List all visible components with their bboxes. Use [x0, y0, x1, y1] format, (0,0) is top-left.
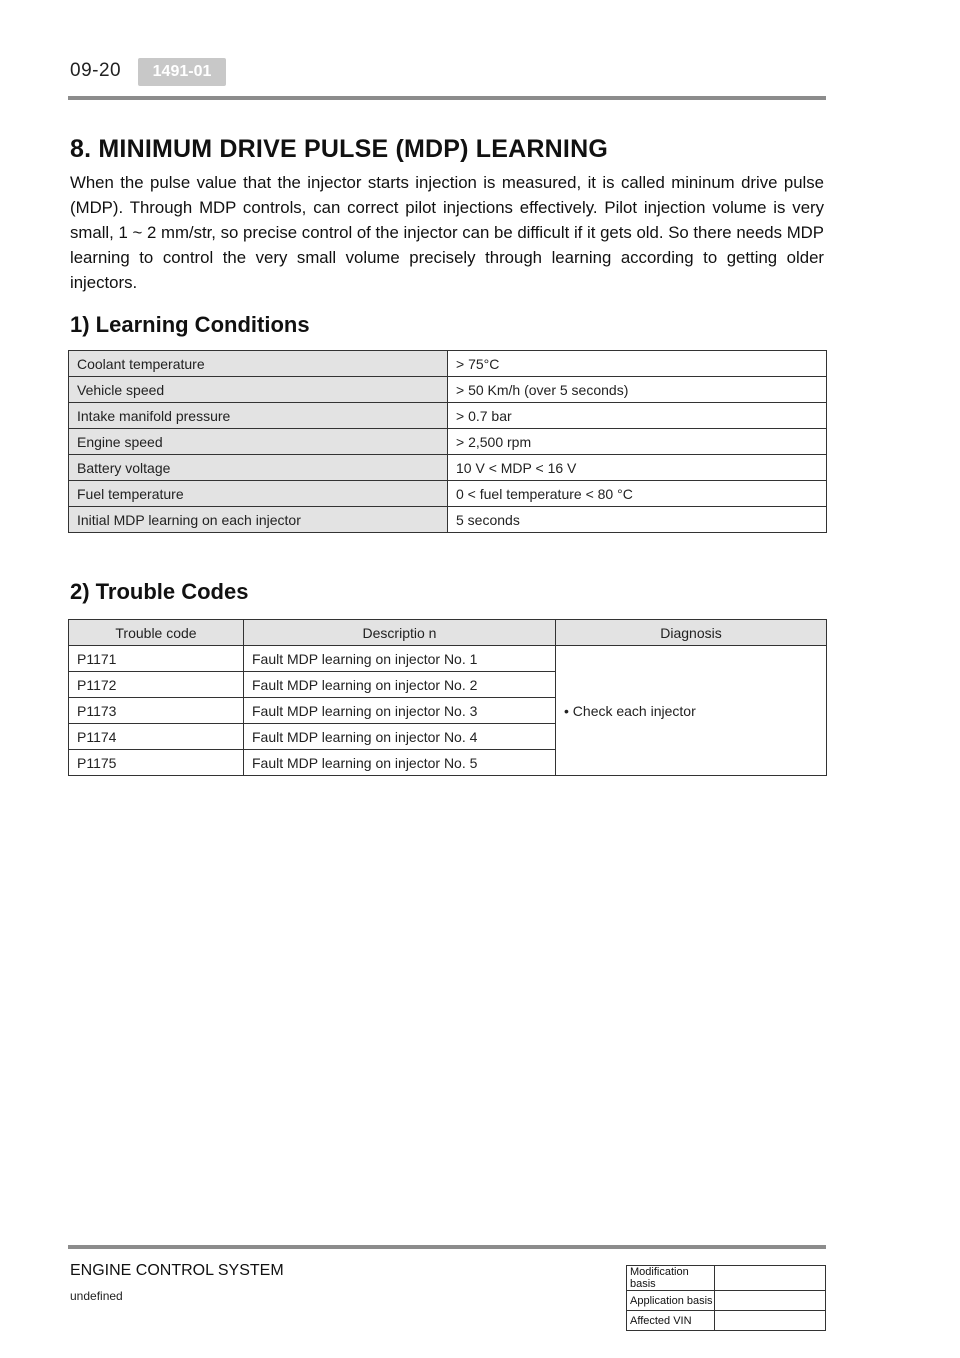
header-divider: [68, 96, 826, 100]
footer-title: ENGINE CONTROL SYSTEM: [70, 1262, 284, 1279]
info-value: [715, 1291, 826, 1311]
learning-conditions-table: [68, 350, 827, 533]
learning-conditions-title: 1) Learning Conditions: [70, 312, 310, 337]
footer-subtitle: undefined: [70, 1289, 123, 1303]
trouble-code-cell: P1171: [69, 646, 244, 672]
description-cell: Fault MDP learning on injector No. 5: [244, 750, 556, 776]
condition-label: Vehicle speed: [69, 377, 448, 403]
table-row: [69, 646, 827, 672]
info-value: [715, 1266, 826, 1291]
condition-value: > 2,500 rpm: [448, 429, 827, 455]
intro-paragraph: When the pulse value that the injector starts injection is measured, it is called mininum drive pulse (MDP). Through MDP controls, can correct pilot injections effectively. Pilot injection volume is very small, 1 ~ 2 mm/str, so precise control of the injector can be difficult if it gets old. So there needs MDP learning to control the very small volume precisely through learning according to getting older injectors.: [70, 173, 824, 292]
trouble-codes-title: 2) Trouble Codes: [70, 579, 249, 604]
description-cell: Fault MDP learning on injector No. 3: [244, 698, 556, 724]
page-number: 09-20: [70, 60, 122, 81]
condition-label: Fuel temperature: [69, 481, 448, 507]
trouble-code-cell: P1172: [69, 672, 244, 698]
table-row: [69, 455, 827, 481]
condition-value: > 0.7 bar: [448, 403, 827, 429]
description-cell: Fault MDP learning on injector No. 1: [244, 646, 556, 672]
info-label: Affected VIN: [627, 1311, 715, 1331]
condition-value: 10 V < MDP < 16 V: [448, 455, 827, 481]
condition-label: Coolant temperature: [69, 351, 448, 377]
condition-value: 5 seconds: [448, 507, 827, 533]
table-row: [69, 403, 827, 429]
revision-info-table: [626, 1265, 826, 1331]
section-title: 8. MINIMUM DRIVE PULSE (MDP) LEARNING: [70, 135, 608, 163]
diagnosis-cell: • Check each injector: [556, 646, 827, 776]
table-row: [69, 429, 827, 455]
table-row: [69, 351, 827, 377]
column-header-diagnosis: Diagnosis: [556, 620, 827, 646]
footer-divider: [68, 1245, 826, 1249]
table-row: [627, 1266, 826, 1291]
table-row: [69, 377, 827, 403]
condition-value: > 50 Km/h (over 5 seconds): [448, 377, 827, 403]
condition-label: Engine speed: [69, 429, 448, 455]
table-header-row: [69, 620, 827, 646]
info-value: [715, 1311, 826, 1331]
trouble-code-cell: P1175: [69, 750, 244, 776]
column-header-code: Trouble code: [69, 620, 244, 646]
condition-label: Battery voltage: [69, 455, 448, 481]
table-row: [627, 1291, 826, 1311]
description-cell: Fault MDP learning on injector No. 4: [244, 724, 556, 750]
condition-value: 0 < fuel temperature < 80 °C: [448, 481, 827, 507]
table-row: [69, 507, 827, 533]
section-code-badge: 1491-01: [138, 58, 226, 86]
trouble-code-cell: P1173: [69, 698, 244, 724]
condition-label: Intake manifold pressure: [69, 403, 448, 429]
table-row: [69, 481, 827, 507]
info-label: Application basis: [627, 1291, 715, 1311]
column-header-description: Descriptio n: [244, 620, 556, 646]
trouble-codes-table: [68, 619, 827, 776]
condition-value: > 75°C: [448, 351, 827, 377]
condition-label: Initial MDP learning on each injector: [69, 507, 448, 533]
table-row: [627, 1311, 826, 1331]
info-label: Modification basis: [627, 1266, 715, 1291]
description-cell: Fault MDP learning on injector No. 2: [244, 672, 556, 698]
trouble-code-cell: P1174: [69, 724, 244, 750]
